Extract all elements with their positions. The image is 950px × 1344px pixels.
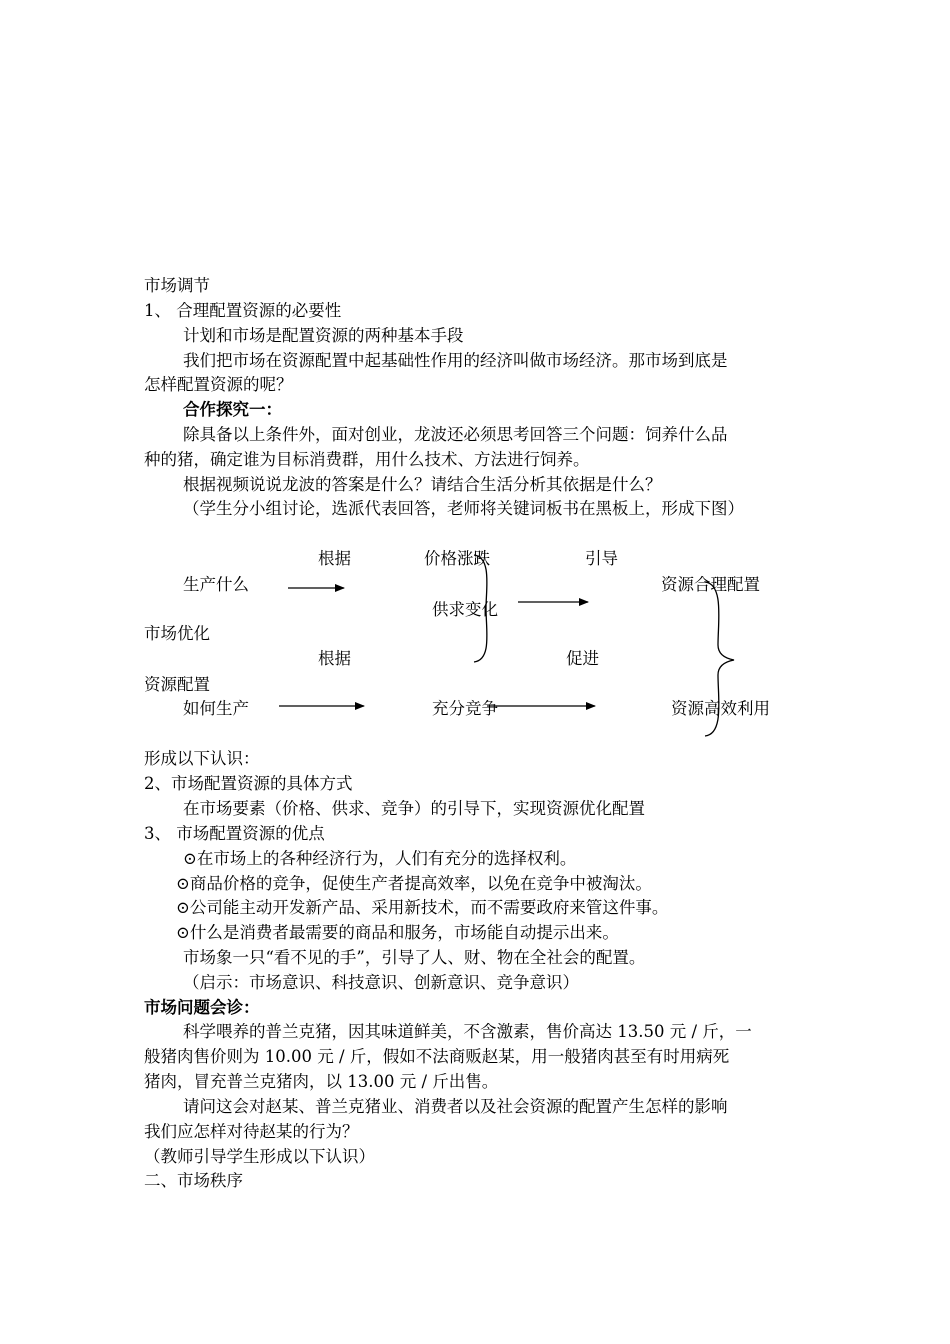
coop-title: 合作探究一： (183, 400, 282, 419)
paragraph-line: （启示：市场意识、科技意识、创新意识、竞争意识） (183, 973, 579, 992)
paragraph-line: 科学喂养的普兰克猪，因其味道鲜美，不含激素，售价高达 13.50 元 / 斤，一 (183, 1022, 752, 1041)
label-supply: 供求变化 (432, 600, 498, 619)
paragraph-line: 根据视频说说龙波的答案是什么？请结合生活分析其依据是什么？ (183, 475, 662, 494)
label-basis-top: 根据 (318, 549, 351, 568)
label-guide: 引导 (585, 549, 618, 568)
paragraph-line: 般猪肉售价则为 10.00 元 / 斤，假如不法商贩赵某，用一般猪肉甚至有时用病死 (144, 1047, 730, 1066)
paragraph-line: 怎样配置资源的呢？ (144, 375, 293, 394)
label-basis-bottom: 根据 (318, 649, 351, 668)
paragraph-line: 形成以下认识： (144, 749, 260, 768)
section-1-title: 1、 合理配置资源的必要性 (144, 301, 342, 320)
paragraph-line: （教师引导学生形成以下认识） (144, 1147, 375, 1166)
clinic-title: 市场问题会诊： (144, 998, 260, 1017)
paragraph-line: 猪肉，冒充普兰克猪肉，以 13.00 元 / 斤出售。 (144, 1072, 499, 1091)
paragraph-line: 我们应怎样对待赵某的行为？ (144, 1122, 359, 1141)
section-1-line: 计划和市场是配置资源的两种基本手段 (183, 326, 464, 345)
label-how: 如何生产 (183, 699, 249, 718)
label-resource-alloc: 资源配置 (144, 675, 210, 694)
paragraph-line: 种的猪，确定谁为目标消费群，用什么技术、方法进行饲养。 (144, 450, 590, 469)
paragraph-line: 在市场要素（价格、供求、竞争）的引导下，实现资源优化配置 (183, 799, 645, 818)
bullet-item: ⊙在市场上的各种经济行为，人们有充分的选择权利。 (183, 849, 577, 868)
label-competition: 充分竞争 (432, 699, 498, 718)
label-market-opt: 市场优化 (144, 624, 210, 643)
paragraph-line: 除具备以上条件外，面对创业，龙波还必须思考回答三个问题：饲养什么品 (183, 425, 728, 444)
label-rational: 资源合理配置 (661, 575, 760, 594)
paragraph-line: （学生分小组讨论，选派代表回答，老师将关键词板书在黑板上，形成下图） (183, 499, 744, 518)
section-2-title: 2、市场配置资源的具体方式 (144, 774, 353, 793)
paragraph-line: 请问这会对赵某、普兰克猪业、消费者以及社会资源的配置产生怎样的影响 (183, 1097, 728, 1116)
paragraph-line: 我们把市场在资源配置中起基础性作用的经济叫做市场经济。那市场到底是 (183, 351, 728, 370)
label-efficient: 资源高效利用 (671, 699, 770, 718)
label-price: 价格涨跌 (424, 549, 490, 568)
label-promote: 促进 (566, 649, 599, 668)
paragraph-line: 市场象一只“看不见的手”，引导了人、财、物在全社会的配置。 (183, 948, 646, 967)
section-3-title: 3、 市场配置资源的优点 (144, 824, 325, 843)
bullet-item: ⊙什么是消费者最需要的商品和服务，市场能自动提示出来。 (176, 923, 619, 942)
bullet-item: ⊙公司能主动开发新产品、采用新技术，而不需要政府来管这件事。 (176, 898, 669, 917)
label-what: 生产什么 (183, 575, 249, 594)
section-title: 二、市场秩序 (144, 1171, 243, 1190)
heading: 市场调节 (144, 276, 210, 295)
bullet-item: ⊙商品价格的竞争，促使生产者提高效率，以免在竞争中被淘汰。 (176, 874, 652, 893)
